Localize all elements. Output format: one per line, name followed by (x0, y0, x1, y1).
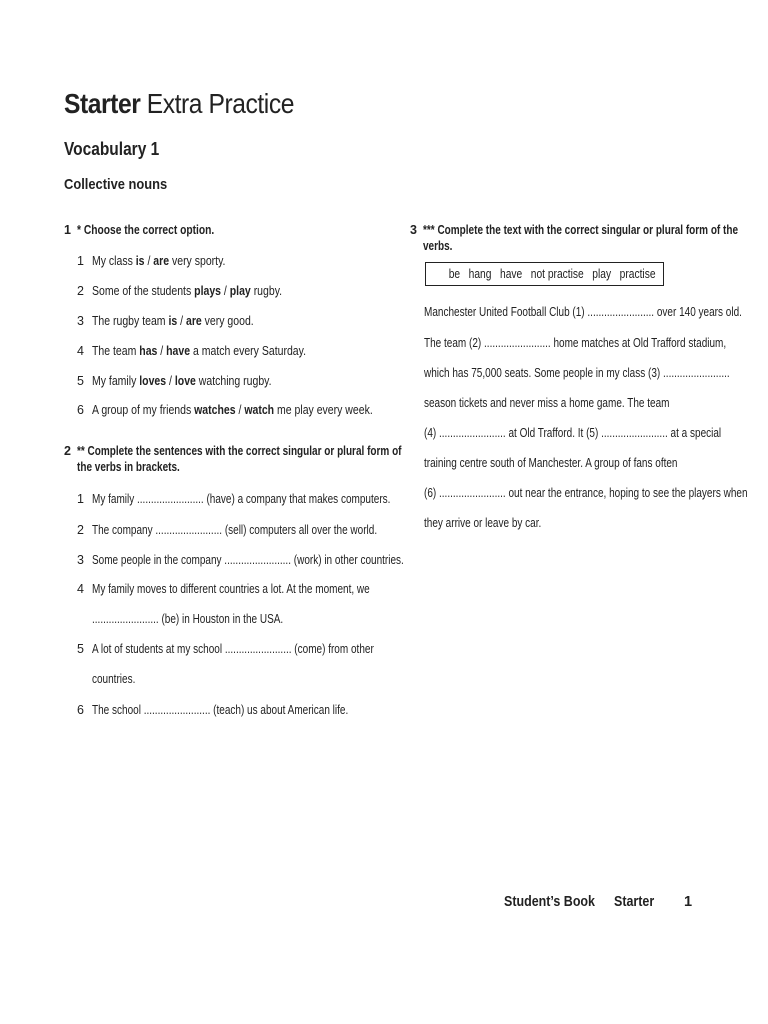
option-b[interactable]: are (185, 314, 202, 328)
exercise-3-text-line: they arrive or leave by car. (424, 516, 542, 530)
option-a[interactable]: has (139, 344, 158, 358)
option-a[interactable]: loves (139, 374, 167, 388)
option-b[interactable]: play (229, 284, 251, 298)
page-title (64, 88, 325, 120)
word-box: be hang have not practise play practise (425, 262, 664, 286)
option-a[interactable]: is (168, 314, 178, 328)
page-number: 1 (684, 894, 693, 910)
footer-book: Student’s Book (504, 894, 595, 910)
option-b[interactable]: love (174, 374, 196, 388)
exercise-1-heading: 1 * Choose the correct option. (64, 223, 215, 237)
exercise-3-text-line: (6) ........................ out near the entrance, hoping to see the players when (424, 486, 748, 500)
option-a[interactable]: plays (194, 284, 222, 298)
exercise-2-heading: 2 ** Complete the sentences with the correct singular or plural form of the verbs in brackets. (64, 444, 402, 474)
exercise-3-text-line: The team (2) ........................ home matches at Old Trafford stadium, (424, 336, 727, 350)
exercise-3-text-line: which has 75,000 seats. Some people in my class (3) ........................ (424, 366, 730, 380)
option-a[interactable]: watches (194, 403, 236, 417)
section-heading: Vocabulary 1 (64, 139, 160, 159)
option-b[interactable]: are (153, 254, 170, 268)
option-b[interactable]: have (166, 344, 191, 358)
option-a[interactable]: is (135, 254, 145, 268)
title-rest: Extra Practice (146, 88, 294, 119)
title-bold: Starter (64, 88, 141, 119)
subsection-heading: Collective nouns (64, 176, 168, 193)
exercise-3-text-line: training centre south of Manchester. A group of fans often (424, 456, 678, 470)
option-b[interactable]: watch (244, 403, 275, 417)
footer-level: Starter (614, 894, 655, 910)
page-footer (504, 894, 610, 910)
exercise-3-text-line: season tickets and never miss a home game. The team (424, 396, 670, 410)
exercise-3-heading: 3 *** Complete the text with the correct singular or plural form of the verbs. (410, 223, 739, 253)
exercise-3-text-line: Manchester United Football Club (1) ........................ over 140 years old. (424, 305, 742, 319)
exercise-3-text-line: (4) ........................ at Old Trafford. It (5) ........................ at a special (424, 426, 722, 440)
